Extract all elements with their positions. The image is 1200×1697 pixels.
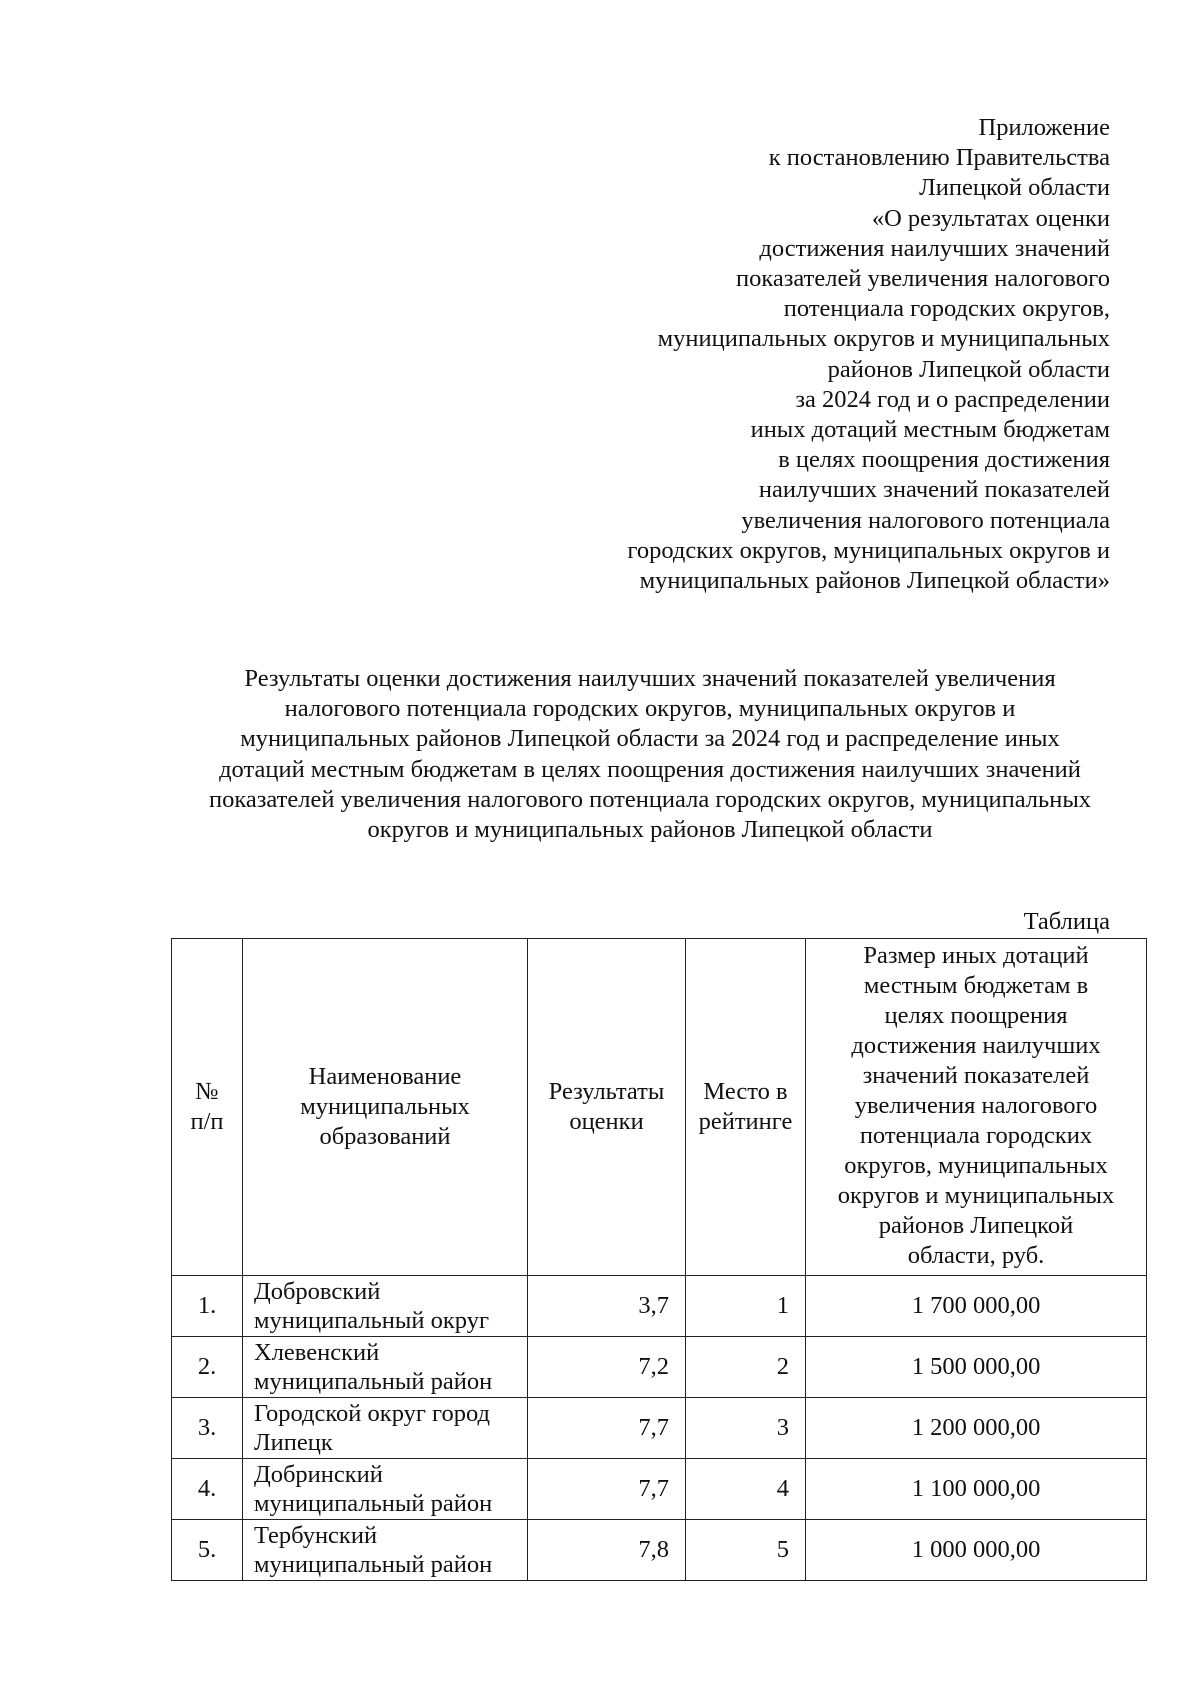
header-amount-line: потенциала городских — [859, 1122, 1093, 1149]
cell-num: 1. — [172, 1276, 243, 1337]
cell-amount: 1 100 000,00 — [806, 1459, 1147, 1520]
table-row — [172, 1276, 1147, 1337]
appendix-line: наилучших значений показателей — [758, 476, 1110, 504]
cell-name — [243, 1337, 528, 1398]
header-score — [528, 939, 686, 1276]
cell-amount: 1 200 000,00 — [806, 1398, 1147, 1459]
header-amount-line: местным бюджетам в — [863, 972, 1089, 999]
header-num-line: № — [195, 1078, 219, 1105]
appendix-line: за 2024 год и о распределении — [795, 385, 1110, 413]
header-amount-line: целях поощрения — [884, 1002, 1068, 1029]
cell-num: 3. — [172, 1398, 243, 1459]
title-line: дотаций местным бюджетам в целях поощрения достижения наилучших значений — [219, 755, 1081, 783]
header-name-line: образований — [319, 1123, 451, 1150]
header-amount — [806, 939, 1147, 1276]
appendix-line: Липецкой области — [919, 174, 1110, 202]
cell-amount: 1 000 000,00 — [806, 1520, 1147, 1581]
cell-rank: 2 — [686, 1337, 806, 1398]
cell-num: 5. — [172, 1520, 243, 1581]
table-row — [172, 1459, 1147, 1520]
cell-amount: 1 700 000,00 — [806, 1276, 1147, 1337]
header-amount-line: значений показателей — [862, 1062, 1090, 1089]
header-amount-line: округов, муниципальных — [844, 1152, 1108, 1179]
cell-score: 7,8 — [528, 1520, 686, 1581]
appendix-line: муниципальных округов и муниципальных — [657, 325, 1110, 353]
header-amount-line: достижения наилучших — [851, 1032, 1101, 1059]
title-line: показателей увеличения налогового потенциала городских округов, муниципальных — [208, 785, 1092, 813]
cell-score: 7,2 — [528, 1337, 686, 1398]
results-table — [171, 938, 1147, 1581]
cell-amount: 1 500 000,00 — [806, 1337, 1147, 1398]
cell-name-line: муниципальный район — [254, 1368, 493, 1395]
header-amount-line: увеличения налогового — [854, 1092, 1098, 1119]
table-row — [172, 1520, 1147, 1581]
cell-name-line: муниципальный район — [254, 1490, 493, 1517]
appendix-line: иных дотаций местным бюджетам — [750, 416, 1110, 444]
appendix-line: потенциала городских округов, — [783, 295, 1110, 323]
header-amount-line: Размер иных дотаций — [863, 942, 1089, 969]
title-line: округов и муниципальных районов Липецкой области — [367, 816, 933, 844]
cell-score: 3,7 — [528, 1276, 686, 1337]
header-amount-line: районов Липецкой — [878, 1212, 1074, 1239]
appendix-line: городских округов, муниципальных округов и — [627, 536, 1110, 564]
cell-name-line: муниципальный округ — [254, 1307, 489, 1334]
cell-name — [243, 1276, 528, 1337]
appendix-line: показателей увеличения налогового — [735, 265, 1110, 293]
cell-name — [243, 1520, 528, 1581]
cell-name-line: Добровский — [254, 1278, 381, 1305]
header-score-line: Результаты — [548, 1078, 665, 1105]
cell-rank: 1 — [686, 1276, 806, 1337]
cell-name-line: Хлевенский — [254, 1339, 380, 1366]
table-caption: Таблица — [1023, 908, 1110, 935]
cell-rank: 5 — [686, 1520, 806, 1581]
cell-rank: 3 — [686, 1398, 806, 1459]
header-score-line: оценки — [569, 1108, 644, 1135]
cell-name — [243, 1459, 528, 1520]
appendix-line: Приложение — [978, 114, 1110, 141]
cell-score: 7,7 — [528, 1398, 686, 1459]
cell-score: 7,7 — [528, 1459, 686, 1520]
table-row — [172, 1398, 1147, 1459]
header-rank — [686, 939, 806, 1276]
cell-name-line: Липецк — [254, 1429, 333, 1456]
header-amount-line: области, руб. — [907, 1242, 1045, 1269]
cell-num: 4. — [172, 1459, 243, 1520]
header-amount-line: округов и муниципальных — [837, 1182, 1115, 1209]
cell-name — [243, 1398, 528, 1459]
appendix-line: в целях поощрения достижения — [778, 446, 1110, 474]
appendix-line: увеличения налогового потенциала — [741, 506, 1110, 534]
title-line: муниципальных районов Липецкой области за 2024 год и распределение иных — [240, 725, 1060, 753]
appendix-line: к постановлению Правительства — [768, 144, 1110, 172]
header-name-line: муниципальных — [300, 1093, 470, 1120]
title-line: налогового потенциала городских округов, муниципальных округов и — [284, 695, 1016, 723]
header-num — [172, 939, 243, 1276]
header-num-line: п/п — [190, 1108, 224, 1135]
appendix-header — [390, 113, 1110, 596]
cell-num: 2. — [172, 1337, 243, 1398]
cell-name-line: муниципальный район — [254, 1551, 493, 1578]
header-rank-line: рейтинге — [698, 1108, 793, 1135]
title-line: Результаты оценки достижения наилучших значений показателей увеличения — [244, 665, 1056, 692]
document-title — [170, 664, 1130, 845]
cell-name-line: Тербунский — [254, 1522, 378, 1549]
appendix-line: районов Липецкой области — [827, 355, 1110, 383]
cell-name-line: Добринский — [254, 1461, 383, 1488]
header-rank-line: Место в — [703, 1078, 788, 1105]
appendix-line: муниципальных районов Липецкой области» — [639, 567, 1110, 595]
appendix-line: достижения наилучших значений — [759, 234, 1110, 262]
table-row — [172, 1337, 1147, 1398]
cell-rank: 4 — [686, 1459, 806, 1520]
appendix-line: «О результатах оценки — [871, 204, 1110, 232]
header-name-line: Наименование — [308, 1063, 462, 1090]
cell-name-line: Городской округ город — [254, 1400, 490, 1427]
table-header-row — [172, 939, 1147, 1276]
header-name — [243, 939, 528, 1276]
